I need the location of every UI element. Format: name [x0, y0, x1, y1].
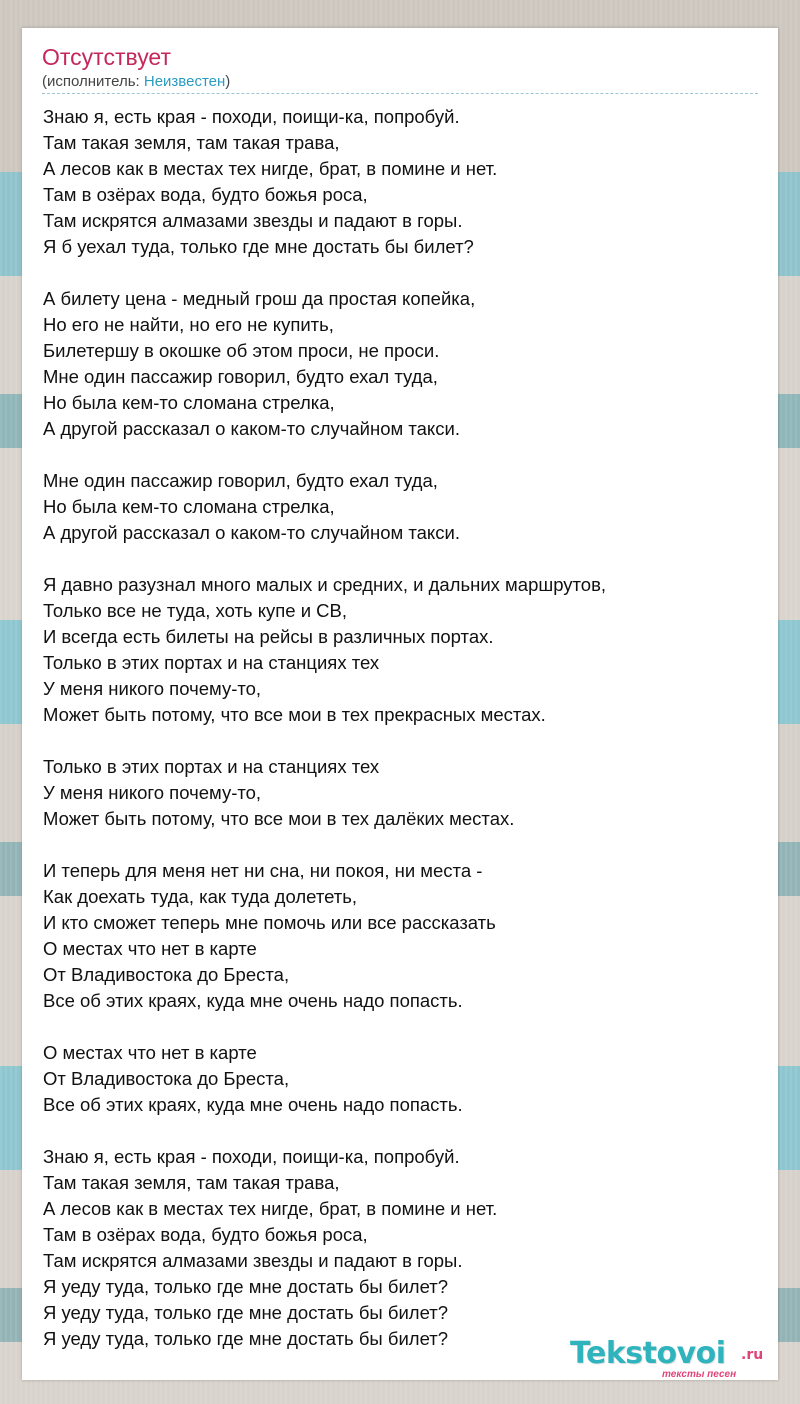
lyrics-line: Знаю я, есть края - походи, поищи-ка, попробуй.	[43, 106, 460, 127]
lyrics-card	[22, 28, 778, 1380]
logo-wordmark: Tekstovoi	[570, 1336, 726, 1371]
lyrics-line: От Владивостока до Бреста,	[43, 1068, 290, 1089]
lyrics-line: Но была кем-то сломана стрелка,	[43, 496, 335, 517]
lyrics-line: Мне один пассажир говорил, будто ехал туда,	[43, 366, 438, 387]
lyrics-line: Я уеду туда, только где мне достать бы билет?	[43, 1276, 449, 1297]
logo-tagline: тексты песен	[662, 1369, 737, 1380]
lyrics-line: Там искрятся алмазами звезды и падают в горы.	[43, 210, 463, 231]
logo-tld: .ru	[741, 1347, 764, 1363]
lyrics-line: И теперь для меня нет ни сна, ни покоя, ни места -	[43, 860, 483, 881]
lyrics-line: Все об этих краях, куда мне очень надо попасть.	[43, 990, 463, 1011]
lyrics-line: Может быть потому, что все мои в тех далёких местах.	[43, 808, 515, 829]
lyrics-stanza	[43, 104, 763, 260]
artist-link[interactable]: Неизвестен	[143, 73, 226, 90]
lyrics-line: Там искрятся алмазами звезды и падают в горы.	[43, 1250, 463, 1271]
lyrics-line: Знаю я, есть края - походи, поищи-ка, попробуй.	[43, 1146, 460, 1167]
lyrics-body	[43, 104, 763, 1378]
lyrics-stanza	[43, 572, 763, 728]
lyrics-line: Как доехать туда, как туда долететь,	[43, 886, 358, 907]
site-logo[interactable]	[570, 1336, 776, 1380]
lyrics-line: Я уеду туда, только где мне достать бы билет?	[43, 1302, 449, 1323]
lyrics-line: Только в этих портах и на станциях тех	[43, 652, 380, 673]
artist-line	[42, 73, 230, 90]
lyrics-line: Мне один пассажир говорил, будто ехал туда,	[43, 470, 438, 491]
lyrics-line: Там в озёрах вода, будто божья роса,	[43, 184, 368, 205]
lyrics-line: Все об этих краях, куда мне очень надо попасть.	[43, 1094, 463, 1115]
lyrics-stanza	[43, 286, 763, 442]
lyrics-line: Только в этих портах и на станциях тех	[43, 756, 380, 777]
lyrics-line: А лесов как в местах тех нигде, брат, в помине и нет.	[43, 1198, 498, 1219]
lyrics-line: А билету цена - медный грош да простая копейка,	[43, 288, 476, 309]
lyrics-stanza	[43, 1040, 763, 1118]
artist-prefix: (исполнитель:	[42, 73, 144, 90]
lyrics-line: И всегда есть билеты на рейсы в различных портах.	[43, 626, 494, 647]
lyrics-stanza	[43, 468, 763, 546]
lyrics-line: У меня никого почему-то,	[43, 678, 262, 699]
lyrics-line: Я давно разузнал много малых и средних, и дальних маршрутов,	[43, 574, 607, 595]
lyrics-line: Только все не туда, хоть купе и СВ,	[43, 600, 348, 621]
lyrics-line: А другой рассказал о каком-то случайном такси.	[43, 418, 460, 439]
lyrics-stanza	[43, 1144, 763, 1352]
artist-suffix: )	[225, 73, 231, 90]
lyrics-line: Но была кем-то сломана стрелка,	[43, 392, 335, 413]
lyrics-line: Но его не найти, но его не купить,	[43, 314, 334, 335]
lyrics-line: И кто сможет теперь мне помочь или все рассказать	[43, 912, 496, 933]
lyrics-line: О местах что нет в карте	[43, 938, 257, 959]
lyrics-line: Там в озёрах вода, будто божья роса,	[43, 1224, 368, 1245]
lyrics-line: От Владивостока до Бреста,	[43, 964, 290, 985]
lyrics-line: Я б уехал туда, только где мне достать бы билет?	[43, 236, 474, 257]
lyrics-line: Там такая земля, там такая трава,	[43, 1172, 340, 1193]
lyrics-line: А лесов как в местах тех нигде, брат, в помине и нет.	[43, 158, 498, 179]
lyrics-stanza	[43, 858, 763, 1014]
lyrics-line: А другой рассказал о каком-то случайном такси.	[43, 522, 460, 543]
lyrics-line: Билетершу в окошке об этом проси, не проси.	[43, 340, 440, 361]
lyrics-line: Может быть потому, что все мои в тех прекрасных местах.	[43, 704, 546, 725]
lyrics-line: Там такая земля, там такая трава,	[43, 132, 340, 153]
lyrics-stanza	[43, 754, 763, 832]
lyrics-line: Я уеду туда, только где мне достать бы билет?	[43, 1328, 449, 1349]
song-title: Отсутствует	[42, 44, 171, 70]
lyrics-line: О местах что нет в карте	[43, 1042, 257, 1063]
lyrics-line: У меня никого почему-то,	[43, 782, 262, 803]
title-divider	[42, 93, 758, 94]
